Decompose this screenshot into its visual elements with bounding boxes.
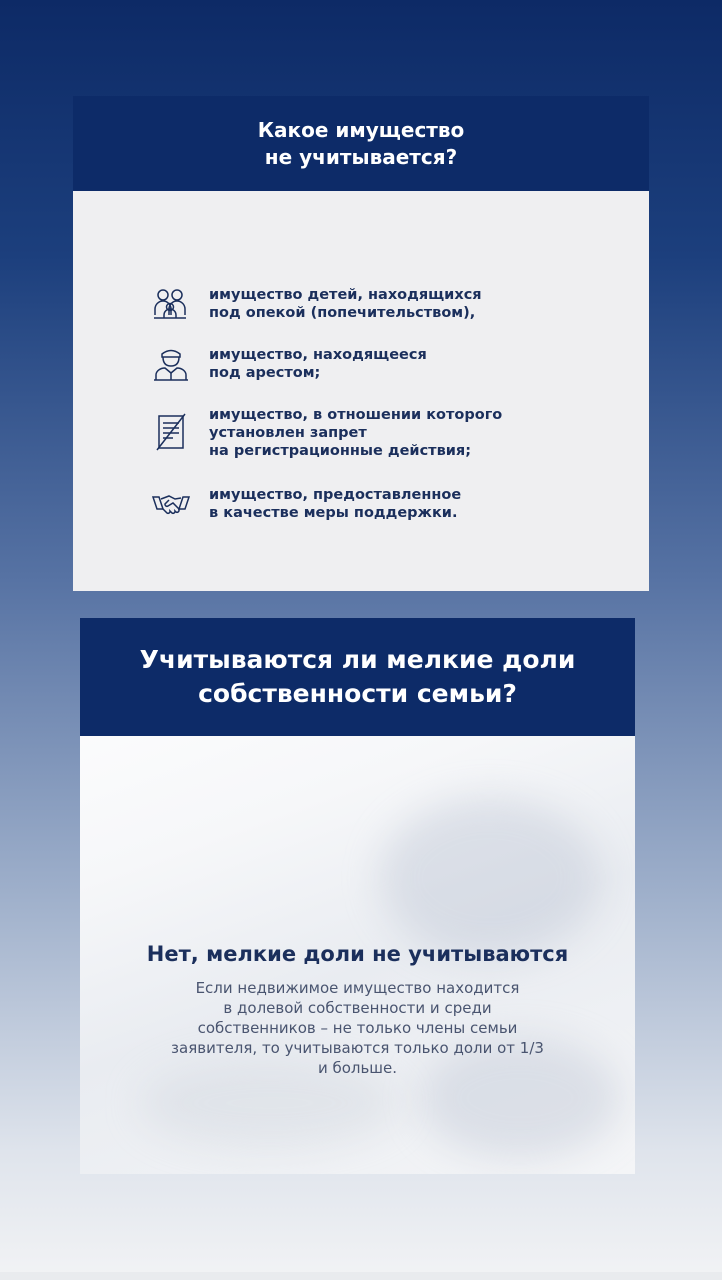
excluded-property-list (151, 286, 631, 546)
card-excluded-property (73, 96, 649, 591)
list-item (151, 286, 631, 324)
list-item-text: имущество, предоставленное в качестве меры поддержки. (209, 487, 462, 521)
card-header (73, 96, 649, 191)
list-item (151, 486, 631, 524)
list-item-text: имущество, находящееся под арестом; (209, 347, 427, 381)
card-title: Учитываются ли мелкие доли собственности семьи? (139, 645, 576, 708)
card-small-shares (80, 618, 635, 1174)
bottom-bar (0, 1272, 722, 1280)
card-header (80, 618, 635, 736)
handshake-icon (151, 484, 191, 524)
background-photo-blur (380, 798, 600, 958)
answer-title: Нет, мелкие доли не учитываются (146, 942, 569, 966)
answer-text: Если недвижимое имущество находится в долевой собственности и среди собственников – не только члены семьи заявителя, то учитываются только доли от 1/3 и больше. (171, 979, 544, 1077)
list-item (151, 346, 631, 384)
list-item-text: имущество, в отношении которого установлен запрет на регистрационные действия; (209, 407, 503, 459)
list-item (151, 406, 631, 460)
card-title: Какое имущество не учитывается? (257, 117, 465, 169)
crossed-document-icon (151, 412, 191, 452)
list-item-text: имущество детей, находящихся под опекой (попечительством), (209, 287, 482, 321)
family-icon (151, 284, 191, 324)
officer-icon (151, 344, 191, 384)
